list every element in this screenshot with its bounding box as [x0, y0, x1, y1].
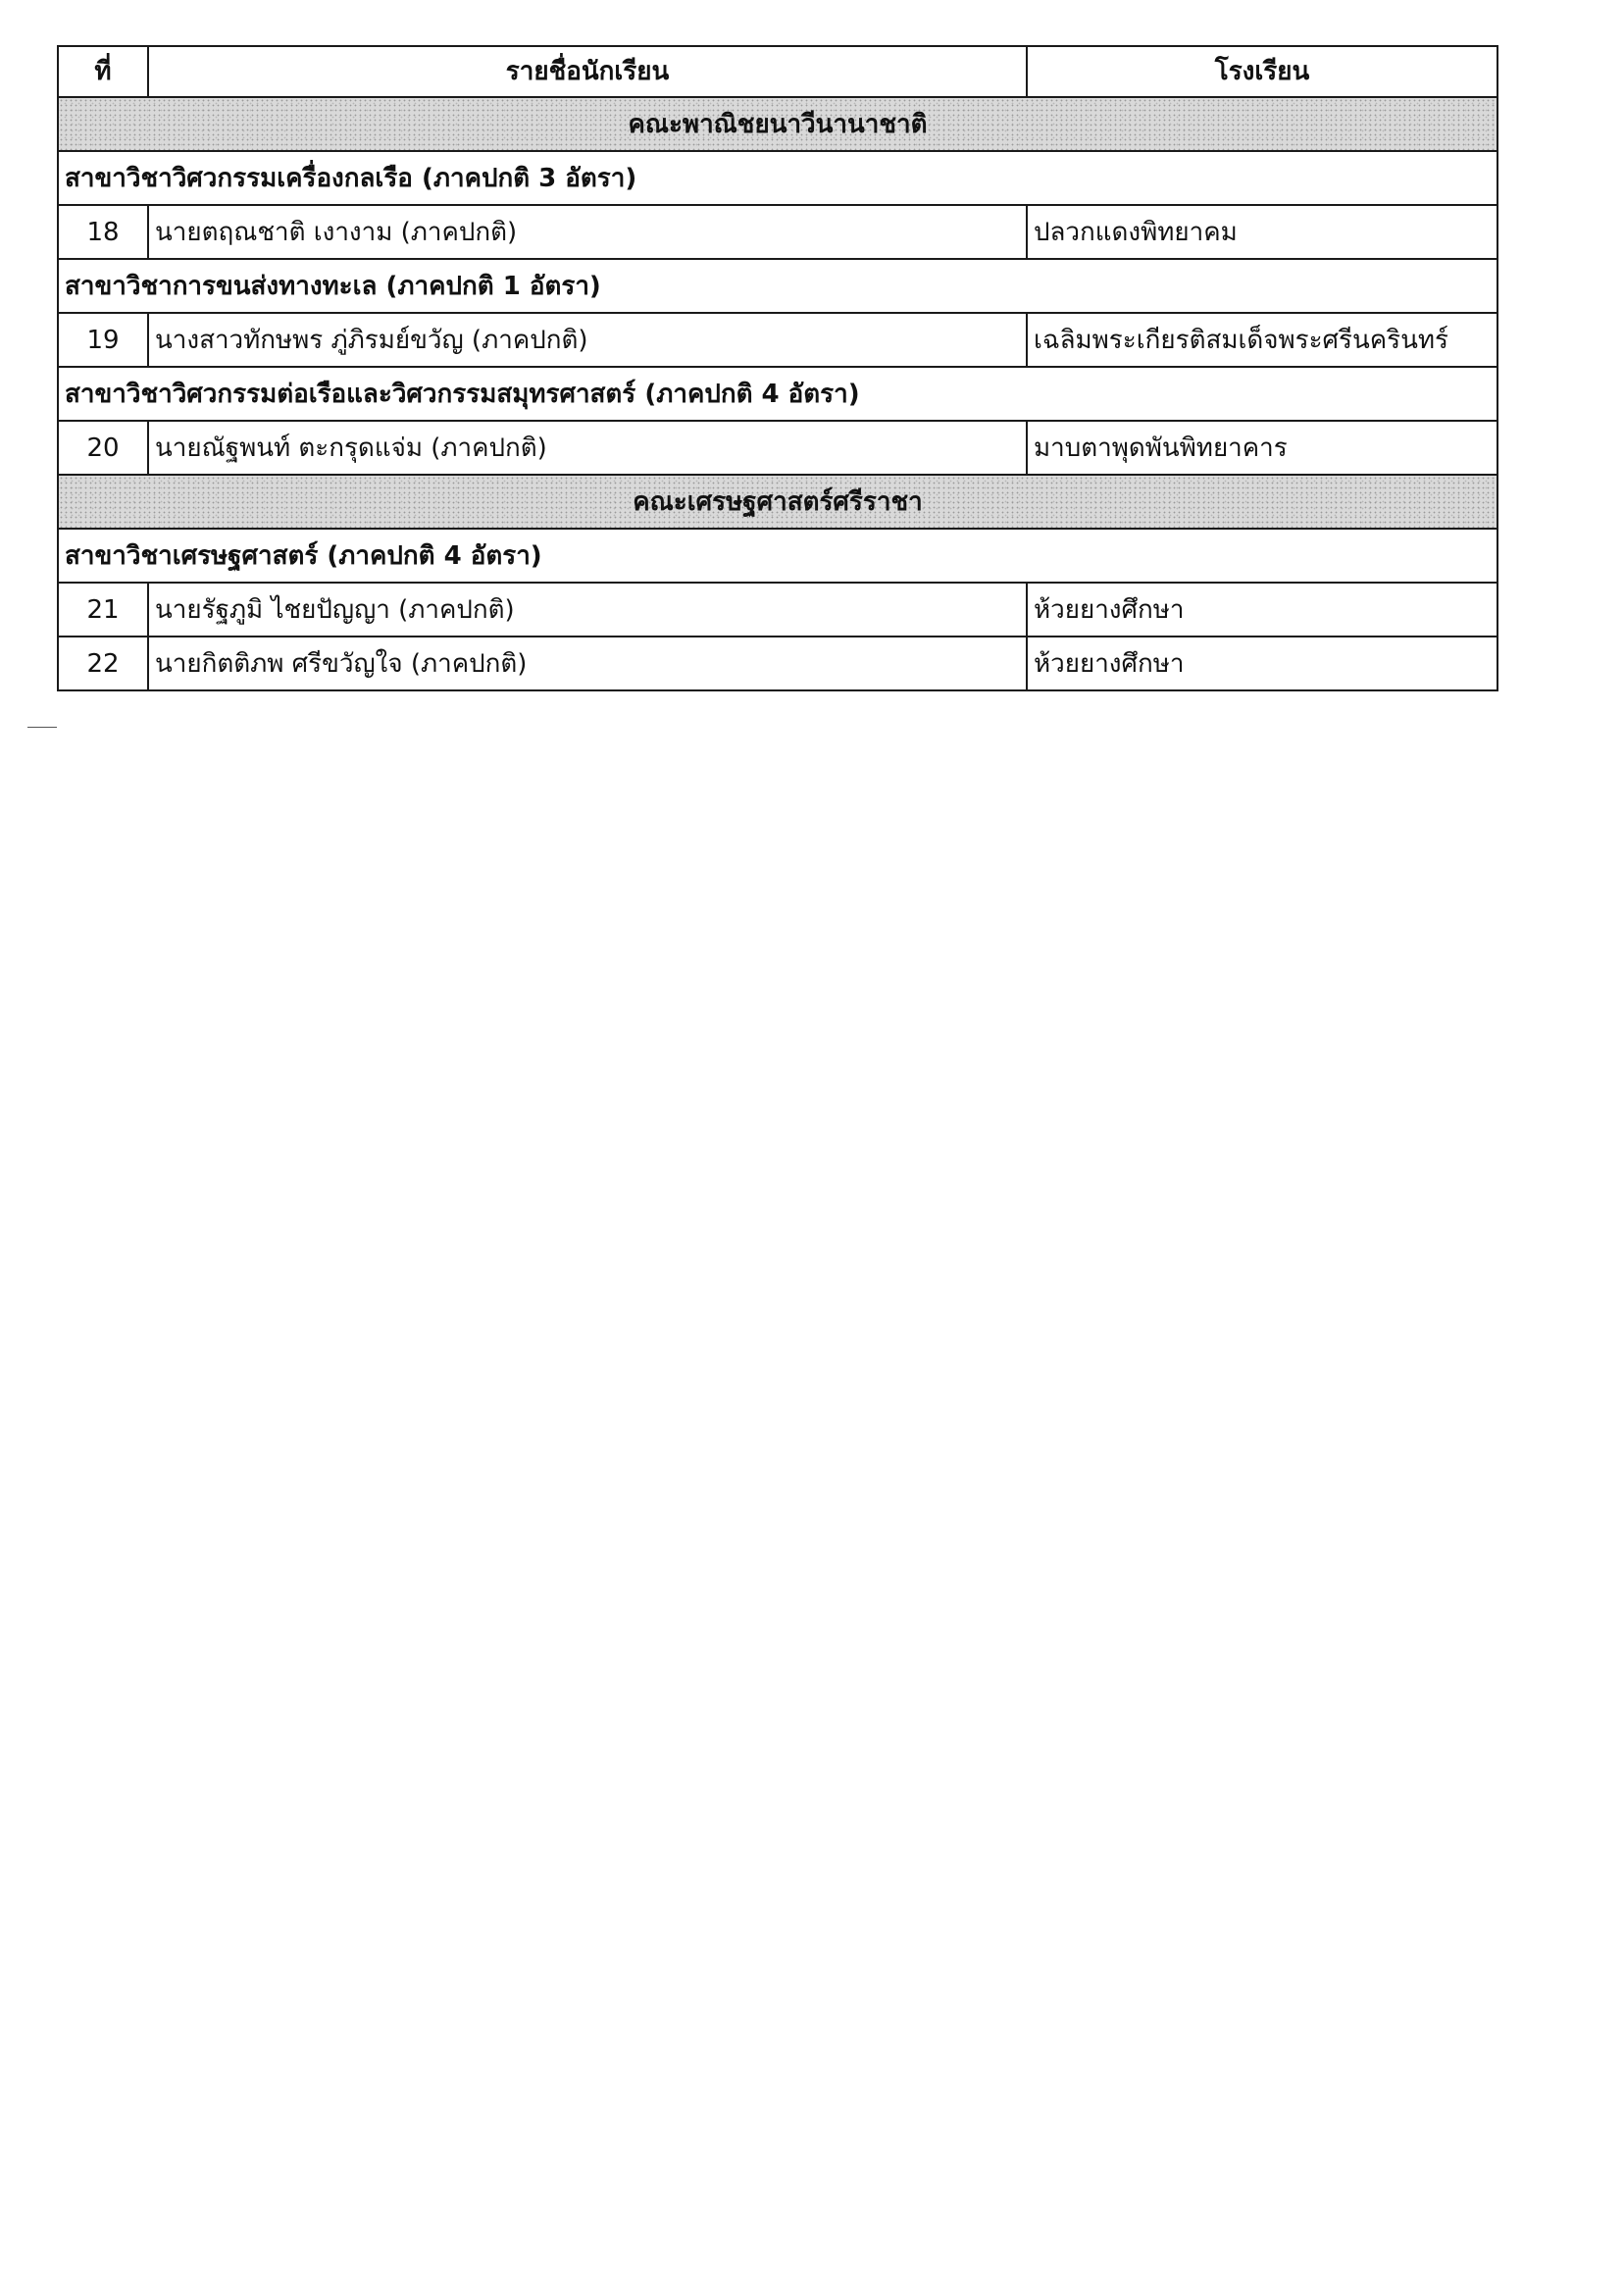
student-school: ห้วยยางศึกษา [1027, 637, 1497, 690]
student-list-table [57, 45, 1498, 691]
student-no: 22 [58, 637, 148, 690]
student-name: นายกิตติภพ ศรีขวัญใจ (ภาคปกติ) [148, 637, 1027, 690]
student-no: 19 [58, 313, 148, 367]
student-name: นายรัฐภูมิ ไชยปัญญา (ภาคปกติ) [148, 583, 1027, 637]
header-no: ที่ [58, 46, 148, 97]
student-name: นายตฤณชาติ เงางาม (ภาคปกติ) [148, 205, 1027, 259]
major-title: สาขาวิชาเศรษฐศาสตร์ (ภาคปกติ 4 อัตรา) [58, 529, 1497, 583]
faculty-row [58, 97, 1497, 151]
header-name: รายชื่อนักเรียน [148, 46, 1027, 97]
student-school: มาบตาพุดพันพิทยาคาร [1027, 421, 1497, 475]
student-no: 20 [58, 421, 148, 475]
major-title: สาขาวิชาการขนส่งทางทะเล (ภาคปกติ 1 อัตรา) [58, 259, 1497, 313]
student-no: 18 [58, 205, 148, 259]
student-name: นางสาวทักษพร ภู่ภิรมย์ขวัญ (ภาคปกติ) [148, 313, 1027, 367]
scan-artifact-line [27, 727, 57, 728]
major-row [58, 259, 1497, 313]
student-school: เฉลิมพระเกียรติสมเด็จพระศรีนครินทร์ [1027, 313, 1497, 367]
faculty-title: คณะเศรษฐศาสตร์ศรีราชา [58, 475, 1497, 529]
student-name: นายณัฐพนท์ ตะกรุดแจ่ม (ภาคปกติ) [148, 421, 1027, 475]
table-row [58, 421, 1497, 475]
major-title: สาขาวิชาวิศวกรรมต่อเรือและวิศวกรรมสมุทรศาสตร์ (ภาคปกติ 4 อัตรา) [58, 367, 1497, 421]
major-row [58, 529, 1497, 583]
table-row [58, 583, 1497, 637]
major-row [58, 367, 1497, 421]
student-no: 21 [58, 583, 148, 637]
student-school: ห้วยยางศึกษา [1027, 583, 1497, 637]
table-row [58, 205, 1497, 259]
major-row [58, 151, 1497, 205]
student-school: ปลวกแดงพิทยาคม [1027, 205, 1497, 259]
table-header-row [58, 46, 1497, 97]
table-row [58, 313, 1497, 367]
table-row [58, 637, 1497, 690]
faculty-title: คณะพาณิชยนาวีนานาชาติ [58, 97, 1497, 151]
major-title: สาขาวิชาวิศวกรรมเครื่องกลเรือ (ภาคปกติ 3 อัตรา) [58, 151, 1497, 205]
header-school: โรงเรียน [1027, 46, 1497, 97]
faculty-row [58, 475, 1497, 529]
